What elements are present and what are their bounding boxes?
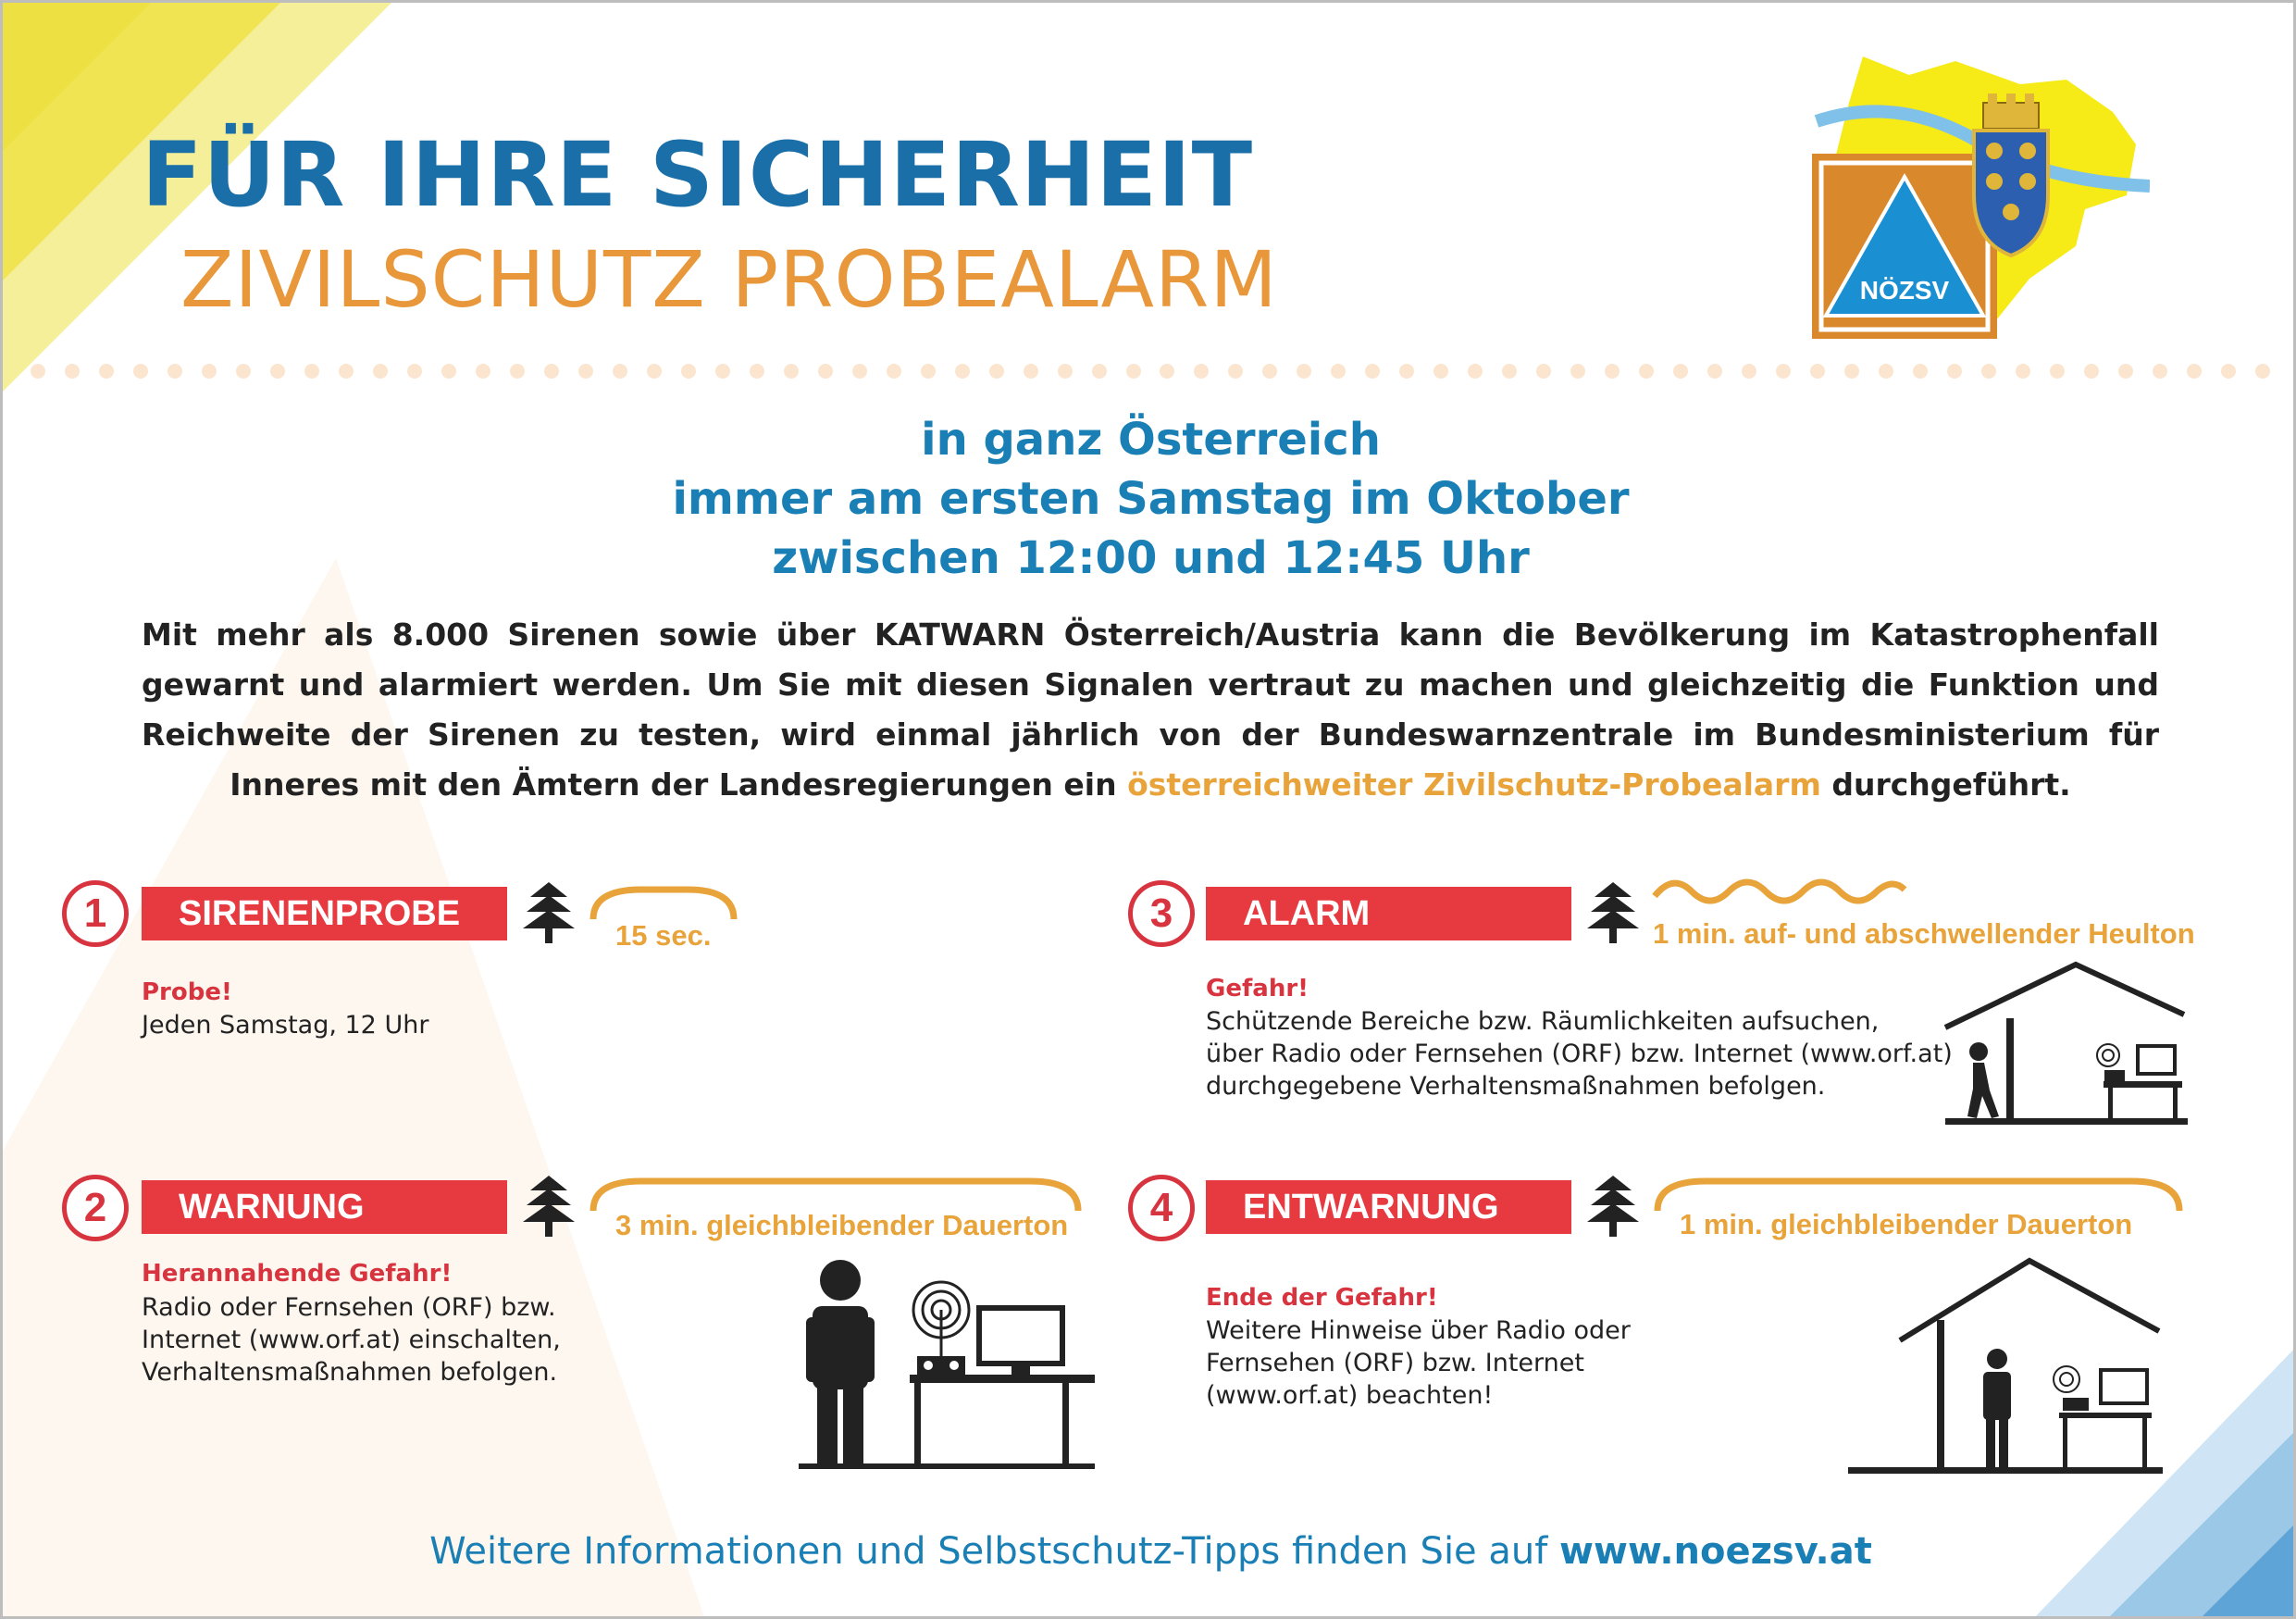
signal-3-title: Gefahr!: [1206, 975, 1309, 1003]
divider-dot: [681, 364, 696, 379]
divider-dot: [818, 364, 833, 379]
divider-dot: [31, 364, 45, 379]
signal-4-text: Weitere Hinweise über Radio oder Fernsehen (ORF) bzw. Internet (www.orf.at) beachten!: [1206, 1316, 1631, 1410]
divider-dot: [1947, 364, 1962, 379]
divider-dot: [1570, 364, 1585, 379]
footer-text: Weitere Informationen und Selbstschutz-Tipps finden Sie auf: [429, 1530, 1548, 1573]
divider-dot: [647, 364, 662, 379]
divider-dot: [1365, 364, 1380, 379]
divider-dot: [887, 364, 901, 379]
divider-dot: [2255, 364, 2270, 379]
divider-dot: [2187, 364, 2202, 379]
siren-wave-3: [1650, 873, 1909, 910]
divider-dot: [578, 364, 593, 379]
tree-icon: [1585, 880, 1641, 945]
signal-2-duration: 3 min. gleichbleibender Dauerton: [615, 1209, 1069, 1241]
divider-dot: [1024, 364, 1038, 379]
divider-dot: [2221, 364, 2236, 379]
divider-dot: [1776, 364, 1791, 379]
signal-4-duration: 1 min. gleichbleibender Dauerton: [1680, 1208, 2133, 1240]
divider-dot: [373, 364, 388, 379]
divider-dot: [1879, 364, 1893, 379]
signal-2-text: Radio oder Fernsehen (ORF) bzw. Internet (www.orf.at) einschalten, Verhaltensmaßnahmen befolgen.: [142, 1293, 561, 1387]
divider-dot: [1331, 364, 1346, 379]
footer-link[interactable]: www.noezsv.at: [1559, 1530, 1872, 1573]
signal-2-label: WARNUNG: [142, 1180, 507, 1234]
divider-dot: [1742, 364, 1756, 379]
headline-line-3: zwischen 12:00 und 12:45 Uhr: [772, 532, 1530, 584]
divider-dot: [476, 364, 490, 379]
divider-dot: [1913, 364, 1928, 379]
divider-dot: [784, 364, 799, 379]
signal-4-title: Ende der Gefahr!: [1206, 1284, 1438, 1312]
divider-dot: [1536, 364, 1551, 379]
divider-dot: [1673, 364, 1688, 379]
divider-dot: [2084, 364, 2099, 379]
divider-dot: [2016, 364, 2030, 379]
divider-dot: [270, 364, 285, 379]
tree-icon: [1585, 1174, 1641, 1239]
signal-3-text: Schützende Bereiche bzw. Räumlichkeiten aufsuchen, über Radio oder Fernsehen (ORF) bzw. Internet (www.orf.at) durchgegebene Verhaltensmaßnahmen befolgen.: [1206, 1007, 1953, 1101]
divider-dot: [1433, 364, 1448, 379]
intro-text: Mit mehr als 8.000 Sirenen sowie über KATWARN Österreich/Austria kann die Bevölkerung im Katastrophenfall gewarnt und alarmiert werden. Um Sie mit diesen Signalen vertraut zu machen und gleichzeitig die Funktion und Reichweite der Sirenen zu testen, wird einmal jährlich von der Bundeswarnzentrale im Bundesministerium für Inneres mit den Ämtern der Landesregierungen ein: [142, 616, 2159, 803]
divider-dot: [236, 364, 251, 379]
divider-dot: [955, 364, 970, 379]
signal-3-label: ALARM: [1206, 887, 1571, 940]
divider-dot: [1707, 364, 1722, 379]
divider-dot: [441, 364, 456, 379]
divider-dot: [1092, 364, 1107, 379]
divider-dot: [921, 364, 936, 379]
divider-dot: [2153, 364, 2167, 379]
signal-2-number: 2: [62, 1175, 129, 1241]
divider-dot: [715, 364, 730, 379]
divider-dot: [2050, 364, 2065, 379]
divider-dot: [407, 364, 422, 379]
signal-1-text: Jeden Samstag, 12 Uhr: [142, 1011, 429, 1040]
divider-dot: [133, 364, 148, 379]
signal-4-label: ENTWARNUNG: [1206, 1180, 1571, 1234]
logo-text: NÖZSV: [1859, 276, 1950, 305]
divider-dot: [510, 364, 525, 379]
page-title: FÜR IHRE SICHERHEIT: [142, 123, 1254, 227]
divider-dot: [1502, 364, 1517, 379]
dotted-divider: [31, 364, 2270, 382]
divider-dot: [989, 364, 1004, 379]
divider-dot: [750, 364, 764, 379]
house-person-entering-illustration: [1942, 961, 2191, 1127]
signal-1-number: 1: [62, 880, 129, 947]
divider-dot: [1160, 364, 1174, 379]
divider-dot: [1981, 364, 1996, 379]
divider-dot: [2118, 364, 2133, 379]
noezsv-logo: [1798, 47, 2150, 353]
divider-dot: [168, 364, 182, 379]
divider-dot: [99, 364, 114, 379]
divider-dot: [852, 364, 867, 379]
divider-dot: [1399, 364, 1414, 379]
divider-dot: [304, 364, 319, 379]
divider-dot: [1639, 364, 1654, 379]
signal-1-label: SIRENENPROBE: [142, 887, 507, 940]
tree-icon: [521, 880, 577, 945]
divider-dot: [1297, 364, 1311, 379]
intro-paragraph: [142, 610, 2159, 810]
house-person-inside-illustration: [1844, 1257, 2168, 1479]
divider-dot: [202, 364, 217, 379]
divider-dot: [339, 364, 354, 379]
divider-dot: [544, 364, 559, 379]
signal-2-title: Herannahende Gefahr!: [142, 1260, 453, 1288]
divider-dot: [1194, 364, 1209, 379]
signal-1-title: Probe!: [142, 978, 232, 1006]
intro-end: durchgeführt.: [1831, 766, 2071, 803]
footer: [3, 1530, 2296, 1573]
divider-dot: [1810, 364, 1825, 379]
page-subtitle: ZIVILSCHUTZ PROBEALARM: [180, 234, 1278, 325]
person-radio-tv-illustration: [799, 1252, 1095, 1475]
divider-dot: [1262, 364, 1277, 379]
headline-line-2: immer am ersten Samstag im Oktober: [672, 473, 1630, 525]
headline-line-1: in ganz Österreich: [921, 414, 1381, 466]
signal-3-duration: 1 min. auf- und abschwellender Heulton: [1653, 917, 2195, 950]
signal-1-duration: 15 sec.: [615, 919, 712, 952]
divider-dot: [1605, 364, 1620, 379]
tree-icon: [521, 1174, 577, 1239]
divider-dot: [613, 364, 627, 379]
intro-highlight: österreichweiter Zivilschutz-Probealarm: [1127, 766, 1821, 803]
divider-dot: [1058, 364, 1073, 379]
divider-dot: [1844, 364, 1859, 379]
divider-dot: [1228, 364, 1243, 379]
signal-4-number: 4: [1128, 1175, 1195, 1241]
divider-dot: [1468, 364, 1483, 379]
signal-3-number: 3: [1128, 880, 1195, 947]
divider-dot: [1126, 364, 1141, 379]
divider-dot: [65, 364, 80, 379]
